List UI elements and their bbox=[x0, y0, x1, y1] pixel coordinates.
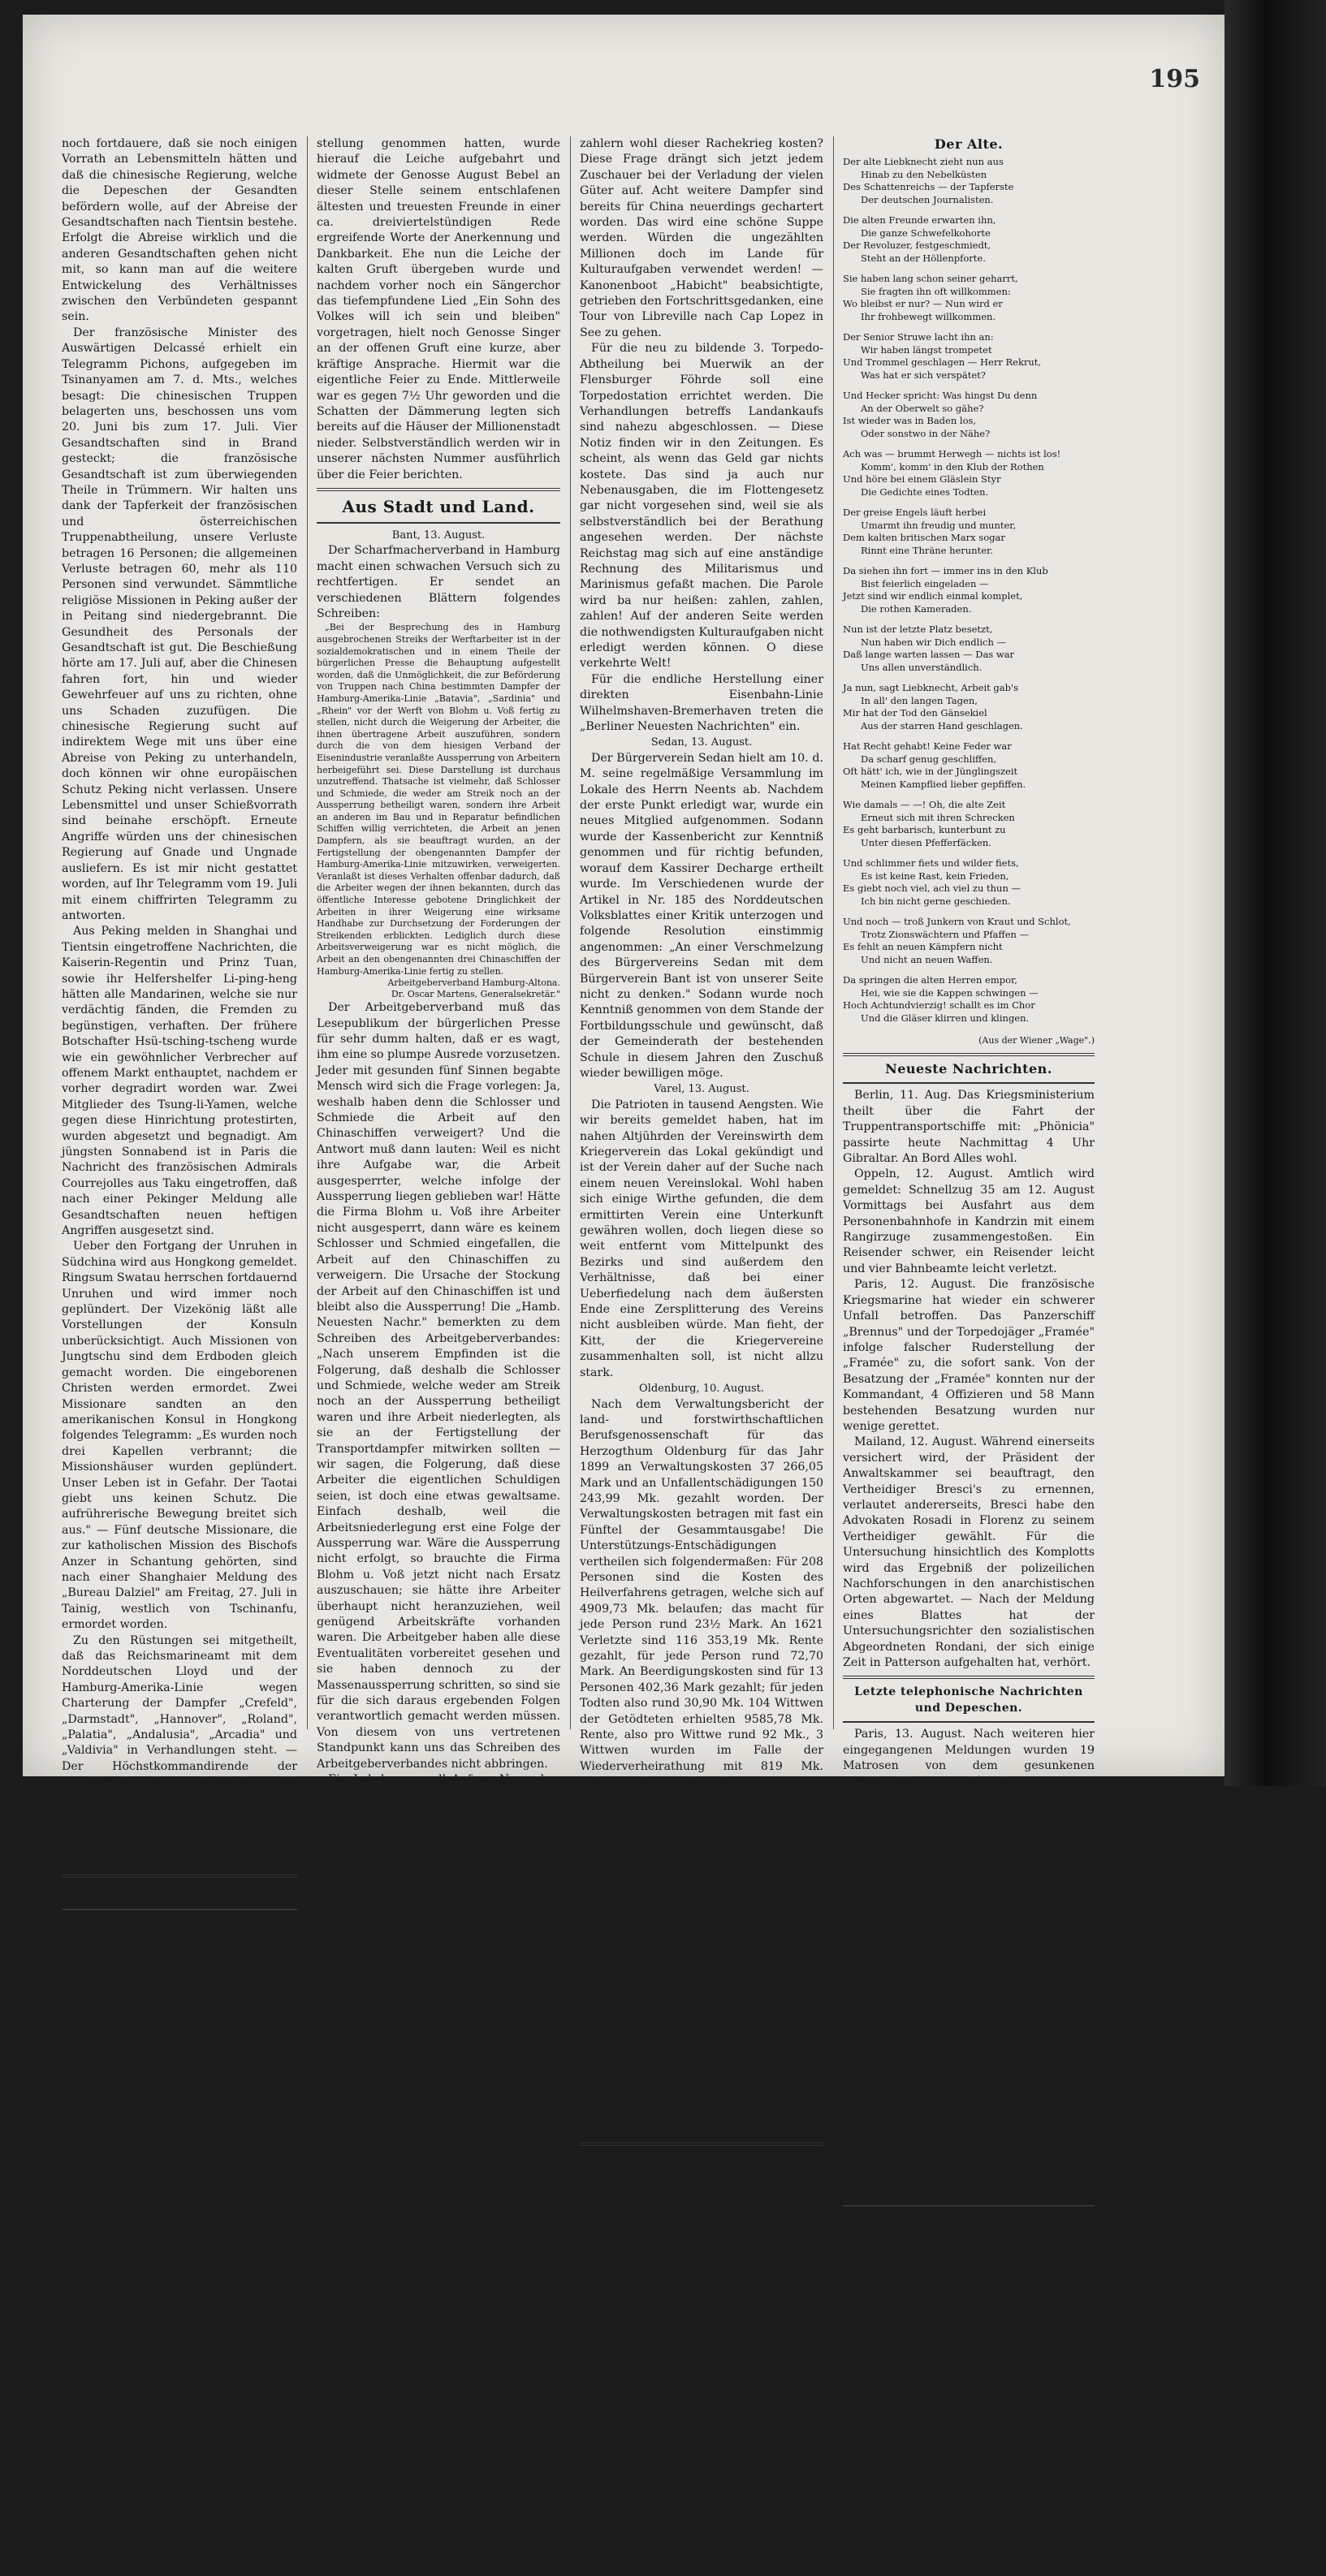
column-rule bbox=[307, 136, 308, 1729]
poem-line: Die alten Freunde erwarten ihn, bbox=[843, 214, 996, 226]
poem-line: Wie damals — —! Oh, die alte Zeit bbox=[843, 799, 1006, 810]
column-rule bbox=[570, 136, 571, 1729]
poem-stanza bbox=[843, 273, 1095, 323]
section-divider bbox=[317, 488, 560, 491]
poem-line: Nun ist der letzte Platz besetzt, bbox=[843, 624, 993, 635]
column-4 bbox=[843, 136, 1095, 2245]
poem-line: Meinen Kampflied lieber gepfiffen. bbox=[861, 778, 1026, 790]
article-paragraph: Aus Peking melden in Shanghai und Tientsin eingetroffene Nachrichten, die Kaiserin-Regentin und Prinz Tuan, sowie ihr Helfershelfer Li-ping-heng hätten alle Mandarinen, welche sie nur verdächtig fänden, die Fremden zu begünstigen, verhaften. Der frühere Botschafter Hsü-tsching-tscheng wurde wie ein gewöhnlicher Verbrecher auf offenem Markt enthauptet, nachdem er vorher degradirt worden war. Zwei Mitglieder des Tsung-li-Yamen, welche gegen diese Hinrichtung protestirten, wurden abgesetzt und begnadigt. Am jüngsten Sonnabend ist in Paris die Nachricht des französischen Admirals Courrejolles aus Taku eingetroffen, daß nach einer Pekinger Meldung alle Gesandtschaften neuen heftigen Angriffen ausgesetzt sind. bbox=[62, 925, 297, 1238]
poem-line: Daß lange warten lassen — Das war bbox=[843, 649, 1015, 660]
book-binding bbox=[1224, 0, 1326, 1786]
article-paragraph: Ueber den Fortgang der Unruhen in Südchina wird aus Hongkong gemeldet. Ringsum Swatau herrschen fortdauernd Unruhen und wird immer noch geplündert. Der Vizekönig läßt alle Vorstellungen der Konsuln unberücksichtigt. Auch Missionen von Jungtschu sind dem Erdboden gleich gemacht worden. Die eingeborenen Christen werden ermordet. Zwei Missionare sandten an den amerikanischen Konsul in Hongkong folgendes Telegramm: „Es wurden noch drei Kapellen verbrannt; die Missionshäuser wurden geplündert. Unser Leben ist in Gefahr. Der Taotai giebt uns keinen Schutz. Die aufrührerische Bewegung breitet sich aus." — Fünf deutsche Missionare, die zur katholischen Mission des Bischofs Anzer in Schantung gehörten, sind nach einer Shanghaier Meldung des „Bureau Dalziel" am Freitag, 27. Juli in Tainig, westlich von Tschinanfu, ermordet worden. bbox=[62, 1240, 297, 1632]
poem-line: Und noch — troß Junkern von Kraut und Schlot, bbox=[843, 916, 1071, 927]
poem-line: In all' den langen Tagen, bbox=[861, 694, 978, 706]
club-calendar bbox=[580, 2175, 823, 2367]
poem-stanza bbox=[843, 740, 1095, 791]
column-2 bbox=[317, 136, 560, 2338]
article-paragraph: Die Kreisbahn hatte im Monat Juli eine Einnahme von 7436,67 Mk. Hiervon entfielen auf den Güterverkehr 1621,17 Mk., auf den Personenverkehr 5815,50 Mk. Die Ausgaben betrugen 6317,40 Mk. und der Ueberschuß betrug somit 1119,53 Mk. bbox=[580, 2027, 823, 2136]
news-item: Paris, 12. August. Die französische Kriegsmarine hat wieder ein schwerer Unfall betroffen. Das Panzerschiff „Brennus" und der Torpedojäger „Framée" infolge falscher Ruderstellung der „Framée" zu, die sofort sank. Von der Besatzung der „Framée" konnten nur der Kommandant, 4 Offizieren und 58 Mann bestehenden Besatzung wurden nur wenige gerettet. bbox=[843, 1278, 1095, 1433]
poem-line: Sie fragten ihn oft willkommen: bbox=[861, 285, 1011, 297]
section-heading-telephon: Letzte telephonische Nachrichten und Depeschen. bbox=[854, 1685, 1083, 1715]
news-item: Rom, 13. August. In der vergangenen Nacht fand auf der Strecke Rom-Florenz ein Eisenbahnzusammenstoß statt. Es blieben 12 Todte und 40 Verwundete festgestellt. bbox=[843, 1853, 1095, 1931]
section-divider bbox=[62, 1875, 297, 1878]
article-paragraph: Von der Marine. Im Hafen ist zur Zeit viel Leben und Treiben, da die Geschwaderschiffe in demselben liegen. — Auf dem Hamburger Dampfer „Elsa" werden noch immer Materialien, Munition, Maschinen ꝛc. für China verladen. Die Ladung, welche der Dampfer faßt, ist eine ungeheure. Von dem Truppenübungsplatze in Münster sind ebenfalls Wellblechbaracken eingetroffen, die einem Bataillon darin unterbringen zu können. In der kurzen Zeit konnten keine neuen Baracken für China fertiggestellt werden. — Welche ungeheuren Summen mag den deutschen Steuer- bbox=[317, 2088, 560, 2338]
section-heading-neueste: Neueste Nachrichten. bbox=[885, 1061, 1052, 1077]
section-divider bbox=[580, 2142, 823, 2146]
news-item: Paris, 13. August. Nach weiteren hier eingegangenen Meldungen wurden 19 Matrosen von dem gesunkenen Torpedoboot mit Framée gerettet. bbox=[843, 1728, 1095, 1789]
poem-line: Und Hecker spricht: Was hingst Du denn bbox=[843, 390, 1038, 401]
section-divider bbox=[843, 1082, 1095, 1084]
poem-stanza bbox=[843, 916, 1095, 966]
poem-line: Es giebt noch viel, ach viel zu thun — bbox=[843, 882, 1021, 894]
letter-signature-org: Arbeitgeberverband Hamburg-Altona. bbox=[387, 977, 560, 989]
calendar-entry: Sattler und Tapezierer. Dienstag den 14. August, Abends 8½ Uhr: Versammlung in Wehrkamps Restaurant. bbox=[580, 2255, 823, 2289]
poem-line: Dem kalten britischen Marx sogar bbox=[843, 532, 1005, 543]
poem-line: Die ganze Schwefelkohorte bbox=[861, 227, 991, 239]
article-paragraph: Nach dem Verwaltungsbericht der land- und forstwirthschaftlichen Berufsgenossenschaft für das Herzogthum Oldenburg für das Jahr 1899 an Verwaltungskosten 37 266,05 Mark und an Unfallentschädigungen 150 243,99 Mk. gezahlt worden. Der Verwaltungskosten betragen mit fast ein Fünftel der Gesammtausgabe! Die Unterstützungs-Entschädigungen vertheilen sich folgendermaßen: Für 208 Personen sind die Kosten des Heilverfahrens getragen, welche sich auf 4909,73 Mk. belaufen; das macht für jede Person rund 23½ Mark. An 1621 Verletzte sind 116 353,19 Mk. Rente gezahlt, für jede Person rund 72,70 Mark. An Beerdigungskosten sind für 13 Personen 402,36 Mark gezahlt; für jeden Todten also rund 30,90 Mk. 104 Wittwen der Getödteten erhielten 9585,78 Mk. Rente, also pro Wittwe rund 92 Mk., 3 Wittwen wurden im Falle der Wiederverheirathung mit 819 Mk. abgefunden; also pro Person 273 Mk. An 168 Kinder der Getödteten wurden 10 246,33 Mark Rente gezahlt, pro Kind rund 61 Mk., 9 Aszendenten der Getödteten erhielten 866,68 Mk. Rente, also pro Person rund 96 Mark. Von in Krankenhäusern untergebrachten Verletzten erhielten 8 Ehefrauen 60,55 Mk., also pro Person rund 7½ Mark, 12 Kinder 112,94 Mk., also pro Kind rund 9,30 Mk., während die Kur- und Verpflegungskosten in Krankenhäusern für 66 Personen eine Ausgabe von 6887,42 Mk. erforderten. Ein Stück „Sozial-Reform" das! bbox=[580, 1397, 823, 2009]
poem-stanza bbox=[843, 507, 1095, 557]
poem-line: Und Trommel geschlagen — Herr Rekrut, bbox=[843, 356, 1042, 368]
article-paragraph: Der französische Minister des Auswärtigen Delcassé erhielt ein Telegramm Pichons, aufgegeben im Tsinanyamen am 7. d. Mts., welches besagt: Die chinesischen Truppen belagerten uns, beschossen uns vom 20. Juni bis zum 17. Juli. Vier Gesandtschaften sind in Brand gesteckt; die französische Gesandtschaft ist zum überwiegenden Theile in Trümmern. Wir halten uns dank der Tapferkeit der französischen und österreichischen Truppenabtheilung, unsere Verluste betragen 16 Personen; die allgemeinen Verluste betragen 60, mehr als 110 Personen sind verwundet. Sämmtliche religiöse Missionen in Peking außer der in Peitang sind niedergebrannt. Die Gesundheit des Personals der Gesandtschaft ist gut. Die Beschießung hörte am 17. Juli auf, aber die Chinesen fahren fort, hin und wieder Gewehrfeuer auf uns zu richten, ohne uns Schaden zuzufügen. Die chinesische Regierung sucht auf indirektem Wege mit uns über eine Abreise von Peking zu unterhandeln, doch können wir ohne europäischen Schutz Peking nicht verlassen. Unsere Lebensmittel und unser Schießvorrath sind beinahe erschöpft. Erneute Angriffe würden uns der chinesischen Regierung auf Gnade und Ungnade ausliefern. Es ist mir nicht gestattet worden, auf Ihr Telegramm vom 19. Juli mit einem chiffrirten Telegramm zu antworten. bbox=[62, 326, 297, 922]
article-paragraph: Der Bürgerverein Sedan hielt am 10. d. M. seine regelmäßige Versammlung im Lokale des Herrn Neents ab. Nachdem der erste Punkt erledigt war, wurde ein neues Mitglied aufgenommen. Sodann wurde der Kassenbericht zur Kenntniß genommen und für richtig befunden, worauf dem Kassirer Decharge ertheilt wurde. Im Verschiedenen wurde der Artikel in Nr. 185 des Norddeutschen Volksblattes einer Kritik unterzogen und folgende Resolution einstimmig angenommen: „An einer Verschmelzung des Bürgervereins Sedan mit dem Bürgerverein Bant ist von unserer Seite nicht zu denken." Sodann wurde noch Kenntniß genommen von dem Stande der Fortbildungsschule und gewünscht, daß der Gemeinderath der bestehenden Schule in diesem Jahren den Zuschuß wieder bewilligen möge. bbox=[580, 751, 823, 1080]
article-paragraph: stellung genommen hatten, wurde hierauf die Leiche aufgebahrt und widmete der Genosse August Bebel an dieser Stelle seinem entschlafenen ältesten und treuesten Freunde in einer ca. dreiviertelstündigen Rede ergreifende Worte der Anerkennung und Dankbarkeit. Ehe nun die Leiche der kalten Gruft übergeben wurde und nachdem vorher noch ein Sängerchor das tiefempfundene Lied „Ein Sohn des Volkes will ich sein und bleiben" vorgetragen, hielt noch Genosse Singer an der offenen Gruft eine kurze, aber kräftige Ansprache. Hiermit war die eigentliche Feier zu Ende. Mittlerweile war es gegen 7½ Uhr geworden und die Schatten der Dämmerung legten sich bereits auf die Häuser der Millionenstadt nieder. Selbstverständlich werden wir in unserer nächsten Nummer ausführlich über die Feier berichten. bbox=[317, 137, 560, 481]
news-item: Berlin, 11. Aug. Das Kriegsministerium theilt über die Fahrt der Truppentransportschiffe mit: „Phönicia" passirte heute Nachmittag 4 Uhr Gibraltar. An Bord Alles wohl. bbox=[843, 1089, 1095, 1166]
poem-stanza bbox=[843, 974, 1095, 1025]
calendar-title: Vereinskalender. bbox=[655, 2174, 748, 2186]
article-paragraph: zahlern wohl dieser Rachekrieg kosten? Diese Frage drängt sich jetzt jedem Zuschauer bei der Verladung der vielen Güter auf. Acht weitere Dampfer sind bereits für China neuerdings gechartert worden. Das wird eine schöne Suppe werden. Würden die ungezählten Millionen doch im Lande für Kulturaufgaben verwendet werden! — Kanonenboot „Habicht" beabsichtigte, getrieben den Fortschrittsgedanken, eine Tour von Libreville nach Cap Lopez in See zu gehen. bbox=[580, 137, 823, 339]
article-paragraph: Zu den Rüstungen sei mitgetheilt, daß das Reichsmarineamt mit dem Norddeutschen Lloyd und der Hamburg-Amerika-Linie wegen Charterung der Dampfer „Crefeld", „Darmstadt", „Hannover", „Roland", „Palatia", „Andalusia", „Arcadia" und „Valdivia" in Verhandlungen steht. — Der Höchstkommandirende der Chinaarmee, Graf Waldersee, wird etwa 30 Stabsoffiziere mit nach China nehmen. Hierzu gesellen sich dann noch die fremdländischen Offiziere als Vertreter ihrer Staaten im Hauptquartier. bbox=[62, 1633, 297, 1868]
calendar-entry: Bau- und Erdarbeiter. Donnerstag, 16. August, Abends 7 Uhr: Versammlung in Fr. Börners Restaurant. bbox=[580, 2332, 823, 2367]
poem-stanza bbox=[843, 682, 1095, 732]
poem-line: Und schlimmer fiets und wilder fiets, bbox=[843, 857, 1019, 869]
poem-line: Und höre bei einem Gläslein Styr bbox=[843, 473, 1001, 485]
poem-line: Uns allen unverständlich. bbox=[861, 661, 983, 673]
poem-line: Ach was — brummt Herwegh — nichts ist los! bbox=[843, 448, 1061, 460]
article-paragraph: Der Scharfmacherverband in Hamburg macht einen schwachen Versuch sich zu rechtfertigen. Er sendet an verschiedenen Blättern folgendes Schreiben: bbox=[317, 544, 560, 620]
poem-line: Hinab zu den Nebelküsten bbox=[861, 168, 987, 180]
poem-stanza bbox=[843, 565, 1095, 615]
dateline: Bant, 13. August. bbox=[391, 529, 486, 542]
section-divider bbox=[62, 1909, 297, 1910]
poem-line: Erneut sich mit ihren Schrecken bbox=[861, 811, 1015, 823]
poem-line: Trotz Zionswächtern und Pfaffen — bbox=[861, 928, 1030, 940]
poem-line: Oder sonstwo in der Nähe? bbox=[861, 427, 991, 439]
section-heading-vereine: Aus den Vereinen. bbox=[615, 2151, 788, 2171]
poem-line: Da siehen ihn fort — immer ins in den Klub bbox=[843, 565, 1048, 576]
section-divider bbox=[317, 522, 560, 524]
poem-line: Der Senior Struwe lacht ihn an: bbox=[843, 331, 994, 343]
quoted-paragraph: „Bei der Besprechung des in Hamburg ausgebrochenen Streiks der Werftarbeiter ist in der sozialdemokratischen und in einem Theile der bürgerlichen Presse die Behauptung aufgestellt worden, daß die Unmöglichkeit, die zur Beförderung von Truppen nach China bestimmten Dampfer der Hamburg-Amerika-Linie „Batavia", „Sardinia" und „Rhein" vor der Werft von Blohm u. Voß fertig zu stellen, nicht durch die Weigerung der Arbeiter, die ihnen übertragene Arbeit auszuführen, sondern durch die von dem hiesigen Verband der Eisenindustrie veranlaßte Aussperrung von Arbeitern herbeigeführt sei. Diese Darstellung ist durchaus unzutreffend. Thatsache ist vielmehr, daß Schlosser und Schmiede, die weder am Streik noch an der Aussperrung betheiligt waren, sondern ihre Arbeit an anderen im Bau und in Reparatur befindlichen Schiffen willig verrichteten, die Arbeit an jenen Dampfern, als sie beauftragt wurden, an der Fertigstellung der obengenannten Dampfer der Hamburg-Amerika-Linie mitzuwirken, verweigerten. Veranlaßt ist dieses Verhalten offenbar dadurch, daß die Arbeiter wegen der ihnen bekannten, durch das öffentliche Interesse gebotene Dringlichkeit der Arbeiten in ihrer Weigerung eine wirksame Handhabe zur Durchsetzung der Forderungen der Streikenden erblickten. Lediglich durch diese Arbeitsverweigerung war es nicht möglich, die Arbeit an den obengenannten drei Chinaschiffen der Hamburg-Amerika-Linie fertig zu stellen. bbox=[317, 622, 560, 977]
dateline: Wittmund, 13. August. bbox=[641, 2013, 762, 2026]
poem-line: Es fehlt an neuen Kämpfern nicht bbox=[843, 941, 1003, 952]
article-paragraph: Ein Lehrkursus soll Anfang November im Oldenburg. Hebammen-Institute begonnen werden. Eigenhändig geschriebene Gesuche unter Beifügung eines Geburtsscheins, eines Führungsattestes und eines amtsärztlichen Gesundheitsattestes sind bis zum 10. September bei dem Amte, resp. Magistrate des Wohnortes der Meldenden einzureichen. bbox=[317, 1773, 560, 1928]
poem-title: Der Alte. bbox=[934, 136, 1004, 152]
poem-line: Die rothen Kameraden. bbox=[861, 602, 972, 615]
section-heading-hochwasser: Hochwasser. bbox=[926, 2212, 1011, 2226]
poem-line: Jetzt sind wir endlich einmal komplet, bbox=[843, 590, 1023, 602]
letter-signature-name: Dr. Oscar Martens, Generalsekretär." bbox=[391, 989, 560, 1000]
poem-line: Ich bin nicht gerne geschieden. bbox=[861, 895, 1011, 907]
calendar-location: Oldenburg. bbox=[671, 2241, 732, 2253]
section-heading-parteinachrichten: Parteinachrichten. bbox=[90, 1883, 269, 1903]
column-rule bbox=[833, 136, 834, 1729]
poem-line: Es ist keine Rast, kein Frieden, bbox=[861, 869, 1009, 882]
article-paragraph: Für die endliche Herstellung einer direkten Eisenbahn-Linie Wilhelmshaven-Bremerhaven treten die „Berliner Neuesten Nachrichten" ein. bbox=[580, 672, 823, 734]
poem-line: Steht an der Höllenpforte. bbox=[861, 252, 986, 264]
poem-line: Was hat er sich verspätet? bbox=[861, 369, 986, 381]
calendar-location: Bant-Wilhelmshaven. bbox=[643, 2189, 760, 2200]
dateline: Wilhelmshaven, 13. August. bbox=[364, 1931, 513, 1944]
dateline: Oldenburg, 10. August. bbox=[639, 1383, 764, 1396]
poem-stanza bbox=[843, 214, 1095, 265]
article-paragraph: Der Arbeitgeberverband muß das Lesepublikum der bürgerlichen Presse für sehr dumm halten, daß er es wagt, ihm eine so plumpe Ausrede vorzusetzen. Jeder mit gesunden fünf Sinnen begabte Mensch wird sich die Frage vorlegen: Ja, weshalb haben denn die Schlosser und Schmiede die Arbeit auf den Chinaschiffen verweigert? Und die Antwort muß dann lauten: Weil es nicht ihre Aufgabe war, die Arbeit ausgesperrter, welche infolge der Aussperrung liegen geblieben war! Hätte die Firma Blohm u. Voß ihre Arbeiter nicht ausgesperrt, dann wäre es keinem Schlosser und Schmied eingefallen, die Arbeit auf den Chinaschiffen zu verweigern. Die Ursache der Stockung der Arbeit auf den Chinaschiffen ist und bleibt also die Aussperrung! Die „Hamb. Neuesten Nachr." bemerkten zu dem Schreiben des Arbeitgeberverbandes: „Nach unserem Empfinden ist die Folgerung, daß deshalb die Schlosser und Schmiede, welche weder am Streik noch an der Aussperrung betheiligt waren und ihre Arbeit niederlegten, als sie an der Fertigstellung der Transportdampfer mitwirken sollten — wir sagen, die Folgerung, daß diese Arbeiter die eigentlichen Schuldigen seien, ist doch eine etwas gewaltsame. Einfach deshalb, weil die Arbeitsniederlegung erst eine Folge der Aussperrung war. Wäre die Aussperrung nicht erfolgt, so brauchte die Firma Blohm u. Voß jetzt nicht nach Ersatz auszuschauen; sie hätte ihre Arbeiter überhaupt nicht heranzuziehen, weil genügend Arbeitskräfte vorhanden waren. Die Arbeitgeber haben alle diese Eventualitäten vorbereitet gesehen und sie haben dennoch zu der Massenaussperrung schritten, so sind sie für die sich daraus ergebenden Folgen verantwortlich gemacht werden müssen. Von diesem von uns vertretenen Standpunkt kann uns das Schreiben des Arbeitgeberverbandes nicht abbringen. bbox=[317, 1001, 560, 1771]
article-paragraph: Für die neu zu bildende 3. Torpedo-Abtheilung bei Muerwik an der Flensburger Föhrde soll eine Torpedostation errichtet werden. Die Verhandlungen betreffs Landankaufs sind nahezu abgeschlossen. — Diese Notiz finden wir in den Zeitungen. Es scheint, als wenn das Geld gar nichts kostete. Das sind ja auch nur Nebenausgaben, die im Flottengesetz gar nicht vorgesehen sind, weil sie als selbstverständlich bei der Berathung angesehen werden. Der nächste Reichstag mag sich auf eine anständige Rechnung des Militarismus und Marinismus gefaßt machen. Die Parole wird ba nur heißen: zahlen, zahlen, zahlen! Auf der anderen Seite werden die nothwendigsten Kulturaufgaben nicht erledigt werden können. O diese verkehrte Welt! bbox=[580, 342, 824, 671]
poem-line: Hat Recht gehabt! Keine Feder war bbox=[843, 740, 1012, 752]
poem-line: Umarmt ihn freudig und munter, bbox=[861, 519, 1017, 531]
article-paragraph: Die öffentliche Bürgervorsteher-Sitzung ist auf Mittwoch den 15. August, Nachmittags 6 Uhr angesetzt. Auf der Tagesordnung steht u. A.: Pensionirung des Kämmerers Röbbelen, Krankenhausordnung, Bau eines katholischen Volksschulhauses, Realschulangelegenheiten und Abfuhr-Angelegenheiten. bbox=[317, 1946, 560, 2086]
poem-line: Ja nun, sagt Liebknecht, Arbeit gab's bbox=[843, 682, 1019, 693]
quoted-letter bbox=[317, 622, 560, 1000]
poem-credit: (Aus der Wiener „Wage".) bbox=[978, 1035, 1095, 1046]
poem-line: Es geht barbarisch, kunterbunt zu bbox=[843, 824, 1006, 835]
poem-line: Wir haben längst trompetet bbox=[861, 343, 992, 356]
news-item: Shanghai, 11. August. Der britische Generalkonsul gab am 10. August seinen Kollegen die bevorstehende Ankunft der britischen Truppen bekannt mit dem Hinzufügen, daß diese Maßnahme auf den Bitten der britischen Gemeinde ergriffen worden sei. Die chinesischen Behörden haben ihre Zustimmung ertheilt. Der französische Generalkonsul erklärte, er beabsichtige, falls britische Truppen gelandet würden, eine gleiche Anzahl französischer Truppen nach Shanghai zu bringen. bbox=[843, 1932, 1095, 2135]
section-divider bbox=[843, 1721, 1095, 1723]
poem-line: Da springen die alten Herren empor, bbox=[843, 974, 1017, 986]
poem-line: Da scharf genug geschliffen, bbox=[861, 753, 997, 765]
news-item: Marseille, 13. Aug. Infolge des Ausstandes der Heizer ist die Abfahrt der „Melbourne", die heute nach China gehen sollte, verschoben worden. bbox=[843, 1791, 1095, 1852]
poem-line: Hoch Achtundvierzig! schallt es im Chor bbox=[843, 999, 1035, 1011]
poem-line: Hei, wie sie die Kappen schwingen — bbox=[861, 986, 1039, 999]
poem-line: Oft hätt' ich, wie in der Jünglingszeit bbox=[843, 766, 1018, 777]
poem bbox=[843, 156, 1095, 1025]
dateline: Varel, 13. August. bbox=[654, 1083, 749, 1096]
newspaper-page bbox=[23, 15, 1224, 2574]
poem-line: Der deutschen Journalisten. bbox=[861, 193, 994, 205]
poem-stanza bbox=[843, 624, 1095, 674]
poem-line: Sie haben lang schon seiner geharrt, bbox=[843, 273, 1018, 284]
dateline: Sedan, 13. August. bbox=[650, 736, 753, 749]
poem-line: Und die Gläser klirren und klingen. bbox=[861, 1012, 1030, 1024]
poem-line: Aus der starren Hand geschlagen. bbox=[861, 719, 1023, 731]
poem-line: Wo bleibst er nur? — Nun wird er bbox=[843, 298, 1003, 309]
poem-line: Der alte Liebknecht zieht nun aus bbox=[843, 156, 1004, 167]
poem-stanza bbox=[843, 799, 1095, 849]
poem-line: Des Schattenreichs — der Tapferste bbox=[843, 181, 1014, 192]
section-heading-stadt-land: Aus Stadt und Land. bbox=[342, 496, 535, 516]
news-item: Oppeln, 12. August. Amtlich wird gemeldet: Schnellzug 35 am 12. August Vormittags bei Ausfahrt aus dem Personenbahnhofe in Kandrzin mit einem Rangirzuge zusammengestoßen. Ein Reisender schwer, ein Reisender leicht und vier Bahnbeamte leicht verletzt. bbox=[843, 1167, 1095, 1275]
news-item: Wie am 9. August aus Tschifu gemeldet wird, soll die chinesische Streitmacht, welche südlich von Tientsin steht, 20 000 Mann fast sein. bbox=[843, 2138, 1095, 2198]
column-3 bbox=[580, 136, 824, 2367]
poem-line: Bist feierlich eingeladen — bbox=[861, 577, 989, 589]
poem-line: An der Oberwelt so gähe? bbox=[861, 402, 984, 414]
section-divider bbox=[843, 1676, 1095, 1679]
section-divider bbox=[843, 1053, 1095, 1056]
poem-line: Rinnt eine Thräne herunter. bbox=[861, 544, 993, 556]
news-item: Mailand, 12. August. Während einerseits versichert wird, der Präsident der Anwaltskammer sei beauftragt, den Vertheidiger Bresci's zu ernennen, verlautet andererseits, Bresci habe den Advokaten Rosadi in Florenz zu seinem Vertheidiger gewählt. Für die Untersuchung hinsichtlich des Komplotts wird das Ergebniß der polizeilichen Nachforschungen in den anarchistischen Orten abgewartet. — Nach der Meldung eines Blattes hat der Untersuchungsrichter den sozialistischen Abgeordneten Rondani, der sich einige Zeit in Patterson aufgehalten hat, verhört. bbox=[843, 1435, 1095, 1670]
calendar-entry: Verband der Bäcker. Dienstag, 14. August, Nachmittags 4 Uhr: Versammlung in Wehrkamps Restaurant. bbox=[580, 2293, 823, 2328]
page-number: 195 bbox=[1149, 65, 1200, 93]
poem-line: Der greise Engels läuft herbei bbox=[843, 507, 987, 518]
poem-line: Unter diesen Pfefferfäcken. bbox=[861, 836, 991, 848]
tide-times: Dienstag, 14. Aug., 3,33 Vm., 3,48 Nchm. bbox=[843, 2231, 1086, 2245]
poem-line: Und nicht an neuen Waffen. bbox=[861, 953, 993, 965]
poem-line: Der Revoluzer, festgeschmiedt, bbox=[843, 239, 991, 251]
poem-line: Ihr frohbewegt willkommen. bbox=[861, 310, 996, 322]
poem-stanza bbox=[843, 857, 1095, 908]
poem-stanza bbox=[843, 448, 1095, 498]
poem-line: Die Gedichte eines Todten. bbox=[861, 485, 989, 498]
calendar-entry: Verband der Bauarbeiter. Dienstag, 14. August, Abends 8 Uhr: Versammlung im „Germaniahalle", Neubremen. bbox=[580, 2203, 823, 2237]
poem-line: Nun haben wir Dich endlich — bbox=[861, 636, 1007, 648]
article-paragraph: Die Patrioten in tausend Aengsten. Wie wir bereits gemeldet haben, hat im nahen Altjührden der Vereinswirth dem Kriegerverein das Lokal gekündigt und ist der Verein daher auf der Suche nach einem neuen Vereinslokal. Wohl haben sich einige Wirthe gefunden, die dem ermittirten Verein eine Unterkunft gewähren wollen, doch liegen diese so weit entfernt vom Mittelpunkt des Bezirks und sind außerdem den Verhältnisse, daß bei einer Ueberfiedelung nach dem äußersten Ende eine Zersplitterung des Vereins nicht ausbleiben würde. Man fieht, der Kitt, der die Kriegervereine zusammenhalten soll, ist nicht allzu stark. bbox=[580, 1098, 823, 1379]
poem-stanza bbox=[843, 156, 1095, 206]
poem-line: Mir hat der Tod den Gänsekiel bbox=[843, 707, 987, 718]
poem-stanza bbox=[843, 331, 1095, 382]
column-1 bbox=[62, 136, 297, 2574]
article-paragraph: Liebknechts Beerdigung. „Ein Leichenbegängniß, wie es sich keiner der Mächtigen der Erde rühmen kann", diese Worte sprach Paul Singer an dem offenen Gruft seines alten Freundes und Mitkämpfers Wilhelm Liebknecht. Und so war es. Zwar war von fürstlichem Pomp bei der Feier nichts zu sehen, aber hierher wurde tausendfach erzeigt durch innige Theilnahme ungezählter Massen aus der arbeitenden Bevölkerung, welche es sich nicht nehmen ließen, ihrem treuen Führer und Berather die letzte Ehre zu erweisen. Stunden vor dem eigentlichen Beginn der Beerdigung wanderten die Leidtragenden den schwarzen Scharen nach dem äußersten Westen von Berlin, nach Charlottenburg, wo bekanntlich der Alte seit Jahren, Kantstraße 160, sein Heim aufgeschlagen hatte. Als der Leichenzug sich um 1½ Uhr in Bewegung setzte, konnte er sich nur in langsamstem Tempo fortbewegen. Die Anzahl der Leidtragenden, die in vorbeimarschirten Gruppen sich vor und nach dem Zuge anschlossen, betrug viele Tausende. Als die Spitze des Zuges am Friedhofe anlangte, nach einer Marschzeit von ca. ¾ Stunden. In sämmtlichen Straßen, die der Zug auf seinem ca. 15 Klm. langen Wege passirte, bildete das Publikum, Arm und Reich, Jung und Alt, unter feierlichem Schweigen Spalier. So langte er gegen 6 Uhr an dem äußersten Osten Berlins in der Leichenhalle des Friedhofs, vor welcher mehrere hundert Parteigenossen mit Kränzen Aufstellung genommen hatten, wurde hierauf die Leiche aufgebahrt. bbox=[62, 1914, 297, 2574]
article-paragraph: noch fortdauere, daß sie noch einigen Vorrath an Lebensmitteln hätten und daß die chinesische Regierung, welche die Depeschen der Gesandten befördern wolle, auf der Abreise der Gesandtschaften nach Tientsin bestehe. Erfolgt die Abreise wirklich und die anderen Gesandtschaften gehen nicht mit, so kann man auf die weitere Entwickelung des Verhältnisses zwischen den Verbündeten gespannt sein. bbox=[62, 137, 297, 324]
poem-line: Ist wieder was in Baden los, bbox=[843, 415, 977, 426]
poem-stanza bbox=[843, 390, 1095, 440]
section-divider bbox=[843, 2205, 1095, 2207]
poem-line: Komm', komm' in den Klub der Rothen bbox=[861, 460, 1044, 472]
